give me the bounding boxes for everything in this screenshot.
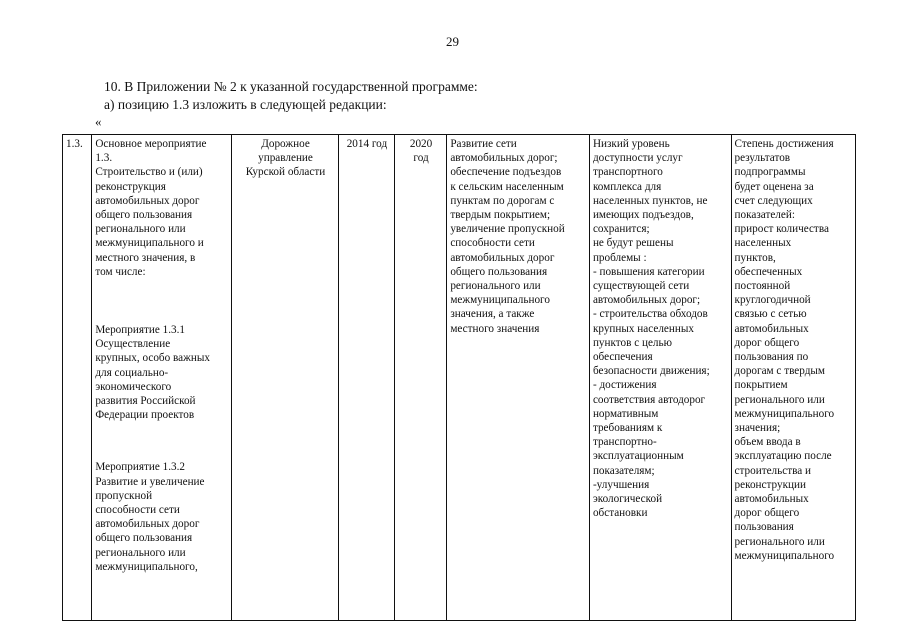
opening-quote-mark: « <box>95 114 102 129</box>
end-year-cell: 2020 год <box>394 135 447 621</box>
amendment-subitem: а) позицию 1.3 изложить в следующей редакции: <box>104 97 387 112</box>
sub-event-1-3-1: Мероприятие 1.3.1 Осуществление крупных, особо важных для социально- экономического развития Российской Федерации проектов <box>95 324 210 422</box>
main-event-title: Основное мероприятие 1.3. Строительство и (или) реконструкция автомобильных дорог общего пользования регионального или межмуниципального и местного значения, в том числе: <box>95 138 207 278</box>
start-year-cell: 2014 год <box>339 135 395 621</box>
position-number-cell: 1.3. <box>63 135 92 621</box>
amendment-item-heading: 10. В Приложении № 2 к указанной государственной программе: <box>104 79 478 94</box>
expected-result-cell: Развитие сети автомобильных дорог; обеспечение подъездов к сельским населенным пунктам по дорогам с твердым покрытием; увеличение пропускной способности сети автомобильных дорог общего пользования регионального или межмуниципального значения, а также местного значения <box>447 135 590 621</box>
indicators-link-cell: Степень достижения результатов подпрограммы будет оценена за счет следующих показателей: прирост количества населенных пунктов, обеспеченных постоянной круглогодичной связью с сетью автомобильных дорог общего пользования по дорогам с твердым покрытием регионального или межмуниципального значения; объем ввода в эксплуатацию после строительства и реконструкции автомобильных дорог общего пользования регионального или межмуниципального <box>731 135 855 621</box>
non-implementation-consequences-cell: Низкий уровень доступности услуг транспортного комплекса для населенных пунктов, не имеющих подъездов, сохранится; не будут решены проблемы : - повышения категории существующей сети автомобильных дорог; - строительства обходов крупных населенных пунктов с целью обеспечения безопасности движения; - достижения соответствия автодорог нормативным требованиям к транспортно- эксплуатационным показателям; -улучшения экологической обстановки <box>589 135 731 621</box>
executor-cell: Дорожное управление Курской области <box>231 135 338 621</box>
sub-event-1-3-2: Мероприятие 1.3.2 Развитие и увеличение пропускной способности сети автомобильных дорог общего пользования регионального или межмуниципального, <box>95 461 205 573</box>
program-position-table <box>62 134 856 621</box>
page-number: 29 <box>446 34 459 49</box>
table-row <box>63 135 856 621</box>
event-name-cell <box>92 135 232 621</box>
